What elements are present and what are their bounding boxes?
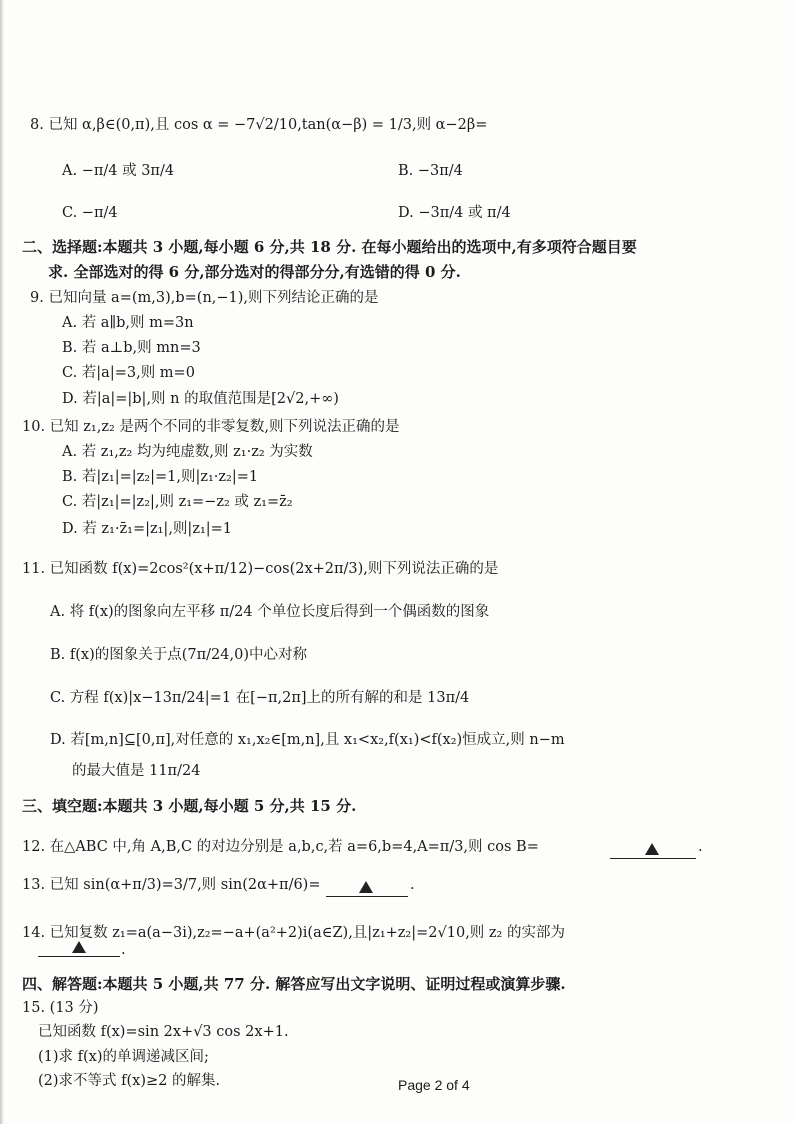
q8-option-a: A. −π/4 或 3π/4 xyxy=(62,163,175,179)
q10-stem: 10. 已知 z₁,z₂ 是两个不同的非零复数,则下列说法正确的是 xyxy=(22,419,400,435)
q15-part2: (2)求不等式 f(x)≥2 的解集. xyxy=(38,1073,221,1089)
q14-stem: 14. 已知复数 z₁=a(a−3i),z₂=−a+(a²+2)i(a∈Z),且|z₁+z₂|=2√10,则 z₂ 的实部为 xyxy=(22,925,565,941)
q11-option-d-line2: 的最大值是 11π/24 xyxy=(72,763,201,779)
page-number: Page 2 of 4 xyxy=(398,1077,470,1093)
q9-option-a: A. 若 a∥b,则 m=3n xyxy=(62,315,194,331)
section2-instructions-line2: 求. 全部选对的得 6 分,部分选对的得部分分,有选错的得 0 分. xyxy=(48,263,461,281)
triangle-placeholder-icon xyxy=(72,941,86,953)
q11-option-c: C. 方程 f(x)|x−13π/24|=1 在[−π,2π]上的所有解的和是 13π/4 xyxy=(50,690,470,706)
q15-stem: 已知函数 f(x)=sin 2x+√3 cos 2x+1. xyxy=(38,1024,289,1040)
q11-option-d-line1: D. 若[m,n]⊆[0,π],对任意的 x₁,x₂∈[m,n],且 x₁<x₂,f(x₁)<f(x₂)恒成立,则 n−m xyxy=(50,732,565,748)
triangle-placeholder-icon xyxy=(359,881,373,893)
q9-option-c: C. 若|a|=3,则 m=0 xyxy=(62,365,195,381)
section4-heading: 四、解答题:本题共 5 小题,共 77 分. 解答应写出文字说明、证明过程或演算步骤. xyxy=(22,975,566,993)
q11-option-a: A. 将 f(x)的图象向左平移 π/24 个单位长度后得到一个偶函数的图象 xyxy=(50,604,490,620)
q14-end-period: . xyxy=(121,942,126,958)
section3-heading: 三、填空题:本题共 3 小题,每小题 5 分,共 15 分. xyxy=(22,797,357,815)
q11-stem: 11. 已知函数 f(x)=2cos²(x+π/12)−cos(2x+2π/3),则下列说法正确的是 xyxy=(22,561,499,577)
q9-option-d: D. 若|a|=|b|,则 n 的取值范围是[2√2,+∞) xyxy=(62,391,339,407)
q13-end-period: . xyxy=(410,877,415,893)
q11-option-b: B. f(x)的图象关于点(7π/24,0)中心对称 xyxy=(50,647,307,663)
q12-stem: 12. 在△ABC 中,角 A,B,C 的对边分别是 a,b,c,若 a=6,b=4,A=π/3,则 cos B= xyxy=(22,839,539,855)
q15-part1: (1)求 f(x)的单调递减区间; xyxy=(38,1049,209,1065)
q10-option-c: C. 若|z₁|=|z₂|,则 z₁=−z₂ 或 z₁=z̄₂ xyxy=(62,494,293,510)
q9-stem: 9. 已知向量 a=(m,3),b=(n,−1),则下列结论正确的是 xyxy=(30,290,379,306)
q10-option-d: D. 若 z₁·z̄₁=|z₁|,则|z₁|=1 xyxy=(62,521,233,537)
q12-end-period: . xyxy=(698,839,703,855)
q9-option-b: B. 若 a⊥b,则 mn=3 xyxy=(62,340,201,356)
triangle-placeholder-icon xyxy=(645,843,659,855)
q8-option-b: B. −3π/4 xyxy=(398,163,463,179)
page-edge-shadow xyxy=(0,0,4,1124)
section2-instructions-line1: 二、选择题:本题共 3 小题,每小题 6 分,共 18 分. 在每小题给出的选项中,有多项符合题目要 xyxy=(22,238,637,256)
q10-option-a: A. 若 z₁,z₂ 均为纯虚数,则 z₁·z₂ 为实数 xyxy=(62,444,313,460)
q8-option-c: C. −π/4 xyxy=(62,205,118,221)
q10-option-b: B. 若|z₁|=|z₂|=1,则|z₁·z₂|=1 xyxy=(62,469,259,485)
q8-option-d: D. −3π/4 或 π/4 xyxy=(398,205,511,221)
q8-stem: 8. 已知 α,β∈(0,π),且 cos α = −7√2/10,tan(α−β) = 1/3,则 α−2β= xyxy=(30,117,488,133)
q15-title: 15. (13 分) xyxy=(22,1000,99,1016)
q13-stem: 13. 已知 sin(α+π/3)=3/7,则 sin(2α+π/6)= xyxy=(22,877,321,893)
